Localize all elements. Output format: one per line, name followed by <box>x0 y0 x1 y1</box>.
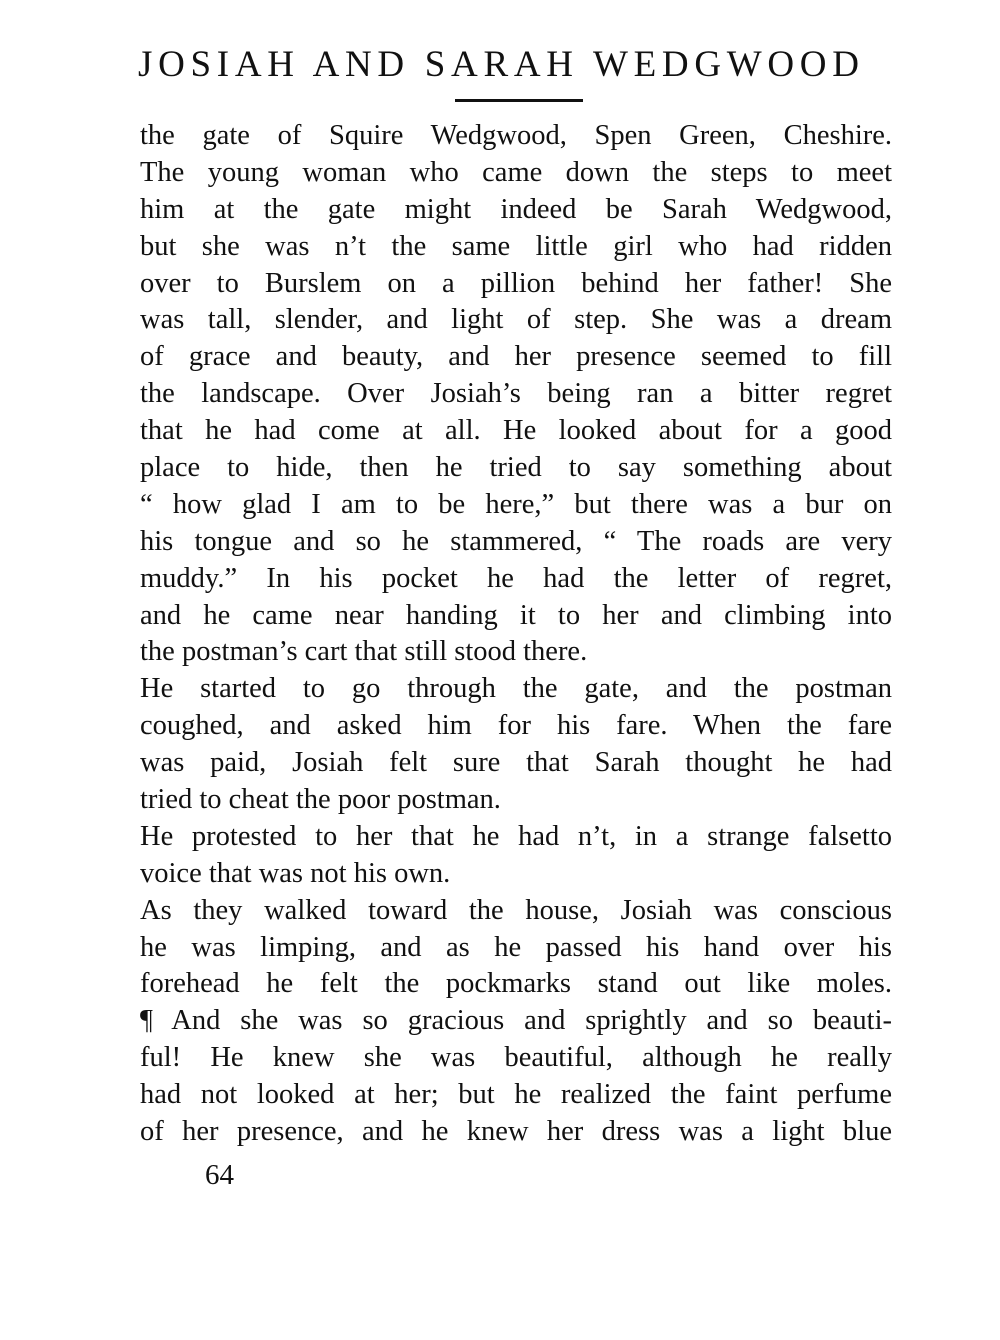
text-line: was tall, slender, and light of step. She was a dream <box>140 304 892 336</box>
text-line: tried to cheat the poor postman. <box>140 784 501 816</box>
text-line: was paid, Josiah felt sure that Sarah thought he had <box>140 747 892 779</box>
text-line: As they walked toward the house, Josiah was conscious <box>140 894 892 926</box>
text-line: ful! He knew she was beautiful, although he really <box>140 1042 892 1074</box>
running-head: JOSIAH AND SARAH WEDGWOOD <box>138 44 865 85</box>
text-line: but she was n’t the same little girl who had ridden <box>140 230 892 262</box>
text-line: coughed, and asked him for his fare. When the fare <box>140 710 892 742</box>
text-line: The young woman who came down the steps to meet <box>140 156 892 188</box>
text-line: He started to go through the gate, and the postman <box>140 673 892 705</box>
head-rule <box>455 99 583 102</box>
text-line: and he came near handing it to her and climbing into <box>140 599 892 631</box>
text-line: of her presence, and he knew her dress was a light blue <box>140 1116 892 1148</box>
text-line: ¶ And she was so gracious and sprightly and so beauti- <box>140 1005 892 1037</box>
text-line: over to Burslem on a pillion behind her father! She <box>140 267 892 299</box>
text-line: had not looked at her; but he realized the faint perfume <box>140 1079 892 1111</box>
page-number: 64 <box>205 1159 234 1191</box>
text-line: his tongue and so he stammered, “ The roads are very <box>140 525 892 557</box>
text-line: that he had come at all. He looked about for a good <box>140 415 892 447</box>
text-line: He protested to her that he had n’t, in a strange falsetto <box>140 820 892 852</box>
text-line: place to hide, then he tried to say something about <box>140 452 892 484</box>
text-line: the gate of Squire Wedgwood, Spen Green, Cheshire. <box>140 120 892 151</box>
body-text <box>140 118 892 1151</box>
text-line: the postman’s cart that still stood there. <box>140 636 588 668</box>
text-line: the landscape. Over Josiah’s being ran a bitter regret <box>140 378 892 410</box>
text-line: he was limping, and as he passed his hand over his <box>140 931 892 963</box>
text-line: voice that was not his own. <box>140 857 451 889</box>
text-line: muddy.” In his pocket he had the letter of regret, <box>140 562 892 594</box>
text-line: forehead he felt the pockmarks stand out like moles. <box>140 968 892 1000</box>
text-line: “ how glad I am to be here,” but there was a bur on <box>140 488 892 520</box>
text-line: him at the gate might indeed be Sarah Wedgwood, <box>140 193 892 225</box>
text-line: of grace and beauty, and her presence seemed to fill <box>140 341 892 373</box>
